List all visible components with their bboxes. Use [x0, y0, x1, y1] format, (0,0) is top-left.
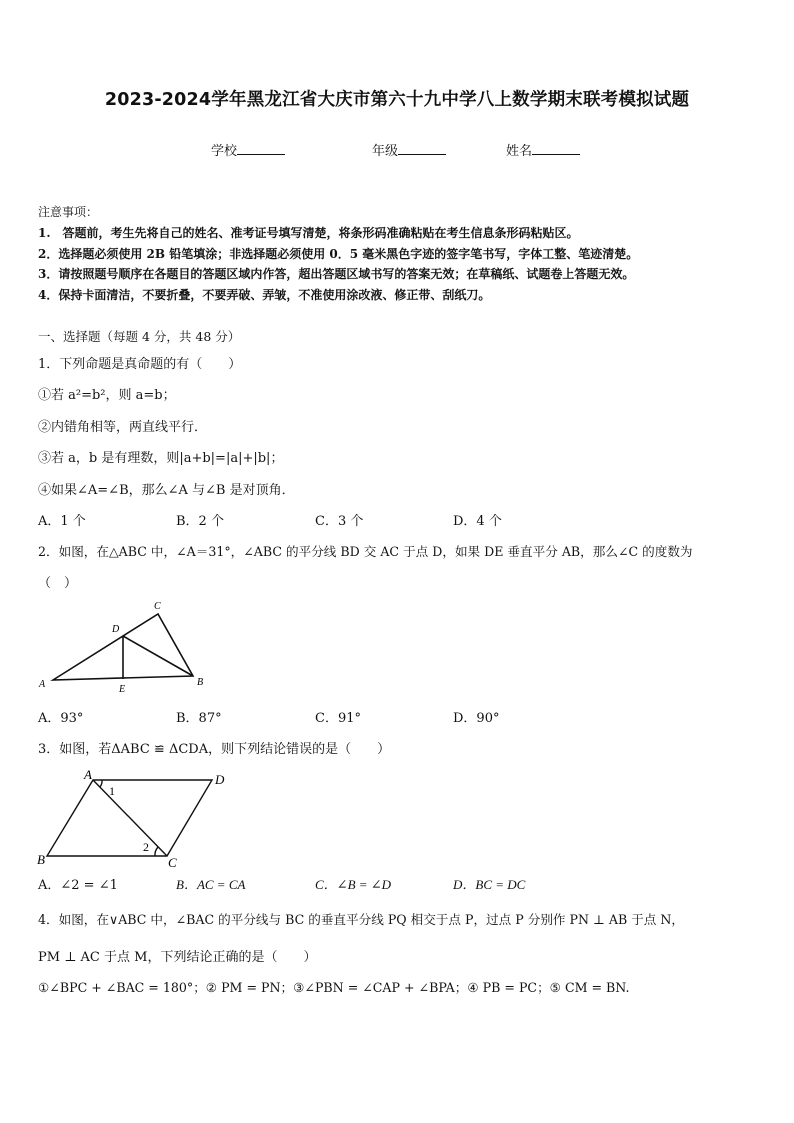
- section-heading: 一、选择题（每题 4 分，共 48 分）: [38, 329, 241, 344]
- label-angle-2: 2: [143, 840, 149, 854]
- label-c: C: [154, 601, 161, 612]
- q4-stem: 4．如图，在∨ABC 中，∠BAC 的平分线与 BC 的垂直平分线 PQ 相交于点 P，过点 P 分别作 PN ⊥ AB 于点 N，: [38, 912, 685, 927]
- name-label: 姓名: [506, 144, 533, 159]
- q1-statement-1: ①若 a²=b²，则 a=b；: [38, 388, 176, 403]
- q1-statement-3: ③若 a，b 是有理数，则|a+b|=|a|+|b|；: [38, 451, 284, 466]
- angle-1-arc: [100, 780, 102, 787]
- label-d: D: [215, 772, 225, 787]
- q3-option-a: A．∠2 = ∠1: [38, 878, 118, 893]
- q2-option-a: A．93°: [38, 711, 84, 726]
- grade-blank: [398, 142, 446, 155]
- q2-stem: 2．如图，在△ABC 中，∠A＝31°，∠ABC 的平分线 BD 交 AC 于点 D，如果 DE 垂直平分 AB，那么∠C 的度数为: [38, 544, 693, 559]
- notice-item: 1. 答题前，考生先将自己的姓名、准考证号填写清楚，将条形码准确粘贴在考生信息条形码粘贴区。: [38, 226, 579, 240]
- label-e: E: [119, 684, 126, 695]
- q1-option-a: A．1 个: [38, 514, 86, 529]
- q1-option-c: C．3 个: [315, 514, 364, 529]
- page-title: 2023-2024学年黑龙江省大庆市第六十九中学八上数学期末联考模拟试题: [104, 90, 690, 110]
- q2-option-d: D．90°: [453, 711, 500, 726]
- label-angle-1: 1: [109, 784, 115, 798]
- label-a: A: [39, 679, 46, 690]
- angle-2-arc: [155, 847, 158, 856]
- q1-stem: 1．下列命题是真命题的有（ ）: [38, 357, 242, 372]
- school-label: 学校: [211, 144, 238, 159]
- label-b: B: [197, 677, 204, 688]
- label-a: A: [84, 767, 92, 782]
- notice-heading: 注意事项：: [38, 205, 99, 219]
- q2-option-b: B．87°: [176, 711, 222, 726]
- q2-stem-cont: （ ）: [38, 576, 78, 591]
- notice-item: 3．请按照题号顺序在各题目的答题区域内作答，超出答题区域书写的答案无效；在草稿纸、试题卷上答题无效。: [38, 267, 635, 281]
- q2-option-c: C．91°: [315, 711, 361, 726]
- name-field: [506, 140, 580, 159]
- grade-field: [372, 140, 446, 159]
- label-c: C: [168, 855, 177, 870]
- name-blank: [532, 142, 580, 155]
- q3-option-c: C．∠B = ∠D: [315, 877, 392, 892]
- q3-parallelogram-figure: [34, 764, 234, 870]
- q4-conclusions: ①∠BPC + ∠BAC = 180°；② PM = PN；③∠PBN = ∠CAP + ∠BPA；④ PB = PC；⑤ CM = BN.: [38, 980, 630, 995]
- q4-stem-cont: PM ⊥ AC 于点 M，下列结论正确的是（ ）: [38, 950, 317, 965]
- q1-option-b: B．2 个: [176, 514, 224, 529]
- q1-statement-2: ②内错角相等，两直线平行．: [38, 420, 208, 435]
- school-field: [211, 140, 285, 159]
- diagonal-ac: [93, 780, 167, 856]
- grade-label: 年级: [372, 144, 399, 159]
- q2-triangle-figure: [36, 596, 216, 696]
- q1-option-d: D．4 个: [453, 514, 502, 529]
- notice-item: 4．保持卡面清洁，不要折叠，不要弄破、弄皱，不准使用涂改液、修正带、刮纸刀。: [38, 288, 491, 302]
- school-blank: [237, 142, 285, 155]
- q3-option-d: D．BC = DC: [453, 877, 526, 892]
- label-b: B: [37, 852, 45, 867]
- q3-stem: 3．如图，若ΔABC ≌ ΔCDA，则下列结论错误的是（ ）: [38, 742, 391, 757]
- label-d: D: [112, 624, 120, 635]
- notice-item: 2．选择题必须使用 2B 铅笔填涂；非选择题必须使用 0．5 毫米黑色字迹的签字笔书写，字体工整、笔迹清楚。: [38, 247, 639, 261]
- q1-statement-4: ④如果∠A=∠B，那么∠A 与∠B 是对顶角．: [38, 483, 295, 498]
- q3-option-b: B．AC = CA: [176, 877, 246, 892]
